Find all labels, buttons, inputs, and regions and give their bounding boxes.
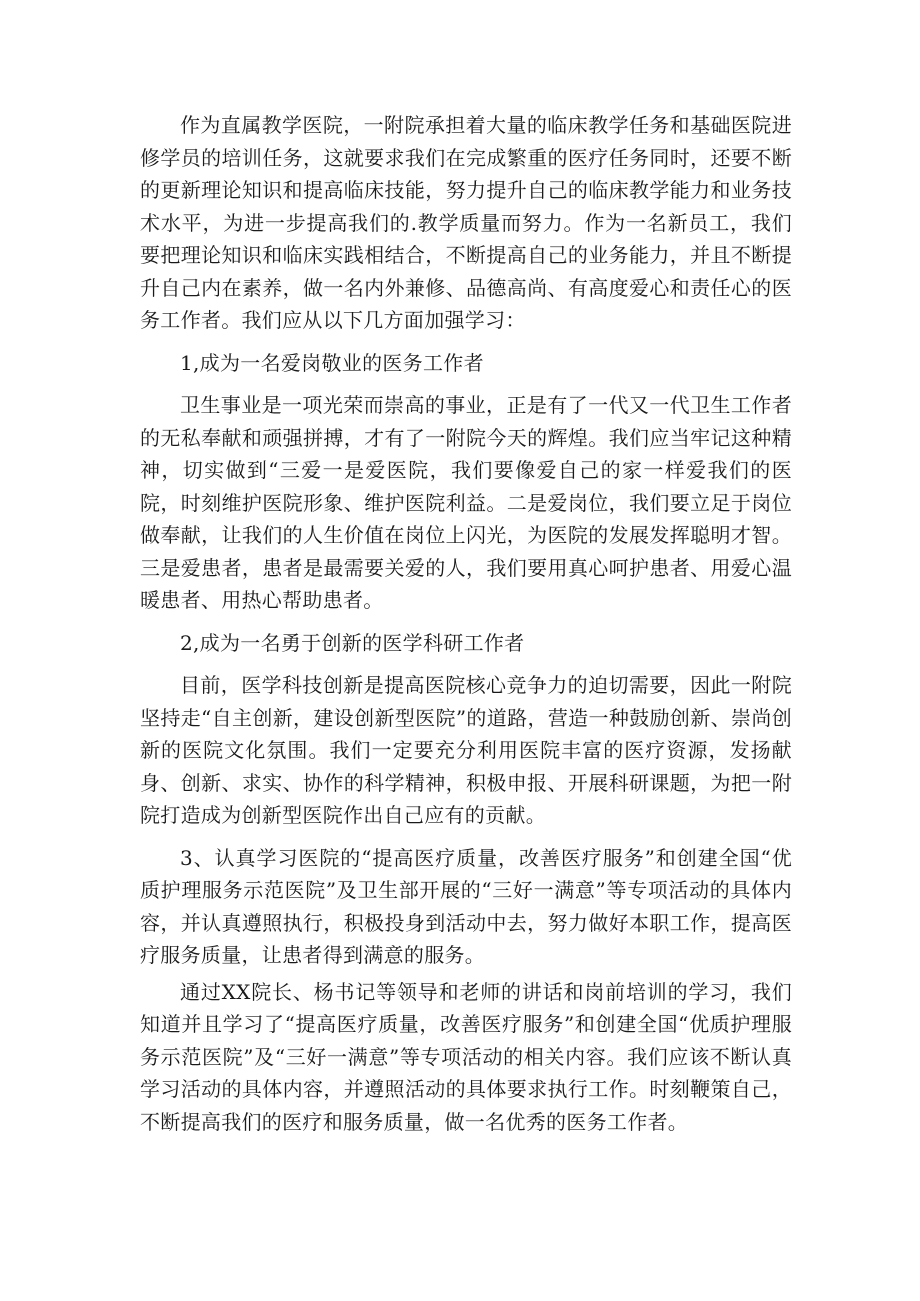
section-2-paragraph: 目前，医学科技创新是提高医院核心竞争力的迫切需要，因此一附院坚持走“自主创新，建设创新型医院”的道路，营造一种鼓励创新、崇尚创新的医院文化氛围。我们一定要充分利用医院丰富的医疗资源，发扬献身、创新、求实、协作的科学精神，积极申报、开展科研课题，为把一附院打造成为创新型医院作出自己应有的贡献。 xyxy=(140,673,792,827)
section-3-paragraph: 3、认真学习医院的“提高医疗质量，改善医疗服务”和创建全国“优质护理服务示范医院”及卫生部开展的“三好一满意”等专项活动的具体内容，并认真遵照执行，积极投身到活动中去，努力做好本职工作，提高医疗服务质量，让患者得到满意的服务。 xyxy=(140,845,792,967)
closing-paragraph: 通过XX院长、杨书记等领导和老师的讲话和岗前培训的学习，我们知道并且学习了“提高医疗质量，改善医疗服务”和创建全国“优质护理服务示范医院”及“三好一满意”等专项活动的相关内容。我们应该不断认真学习活动的具体内容，并遵照活动的具体要求执行工作。时刻鞭策自己，不断提高我们的医疗和服务质量，做一名优秀的医务工作者。 xyxy=(140,979,792,1134)
section-heading-2: 2,成为一名勇于创新的医学科研工作者 xyxy=(180,630,525,655)
document-body xyxy=(140,109,792,1138)
section-heading-1: 1,成为一名爱岗敬业的医务工作者 xyxy=(180,350,484,375)
intro-paragraph: 作为直属教学医院，一附院承担着大量的临床教学任务和基础医院进修学员的培训任务，这就要求我们在完成繁重的医疗任务同时，还要不断的更新理论知识和提高临床技能，努力提升自己的临床教学能力和业务技术水平，为进一步提高我们的.教学质量而努力。作为一名新员工，我们要把理论知识和临床实践相结合，不断提高自己的业务能力，并且不断提升自己内在素养，做一名内外兼修、品德高尚、有高度爱心和责任心的医务工作者。我们应从以下几方面加强学习： xyxy=(140,113,792,332)
section-1-paragraph: 卫生事业是一项光荣而崇高的事业，正是有了一代又一代卫生工作者的无私奉献和顽强拼搏，才有了一附院今天的辉煌。我们应当牢记这种精神，切实做到“三爱一是爱医院，我们要像爱自己的家一样爱我们的医院，时刻维护医院形象、维护医院利益。二是爱岗位，我们要立足于岗位做奉献，让我们的人生价值在岗位上闪光，为医院的发展发挥聪明才智。三是爱患者，患者是最需要关爱的人，我们要用真心呵护患者、用爱心温暖患者、用热心帮助患者。 xyxy=(140,393,792,612)
